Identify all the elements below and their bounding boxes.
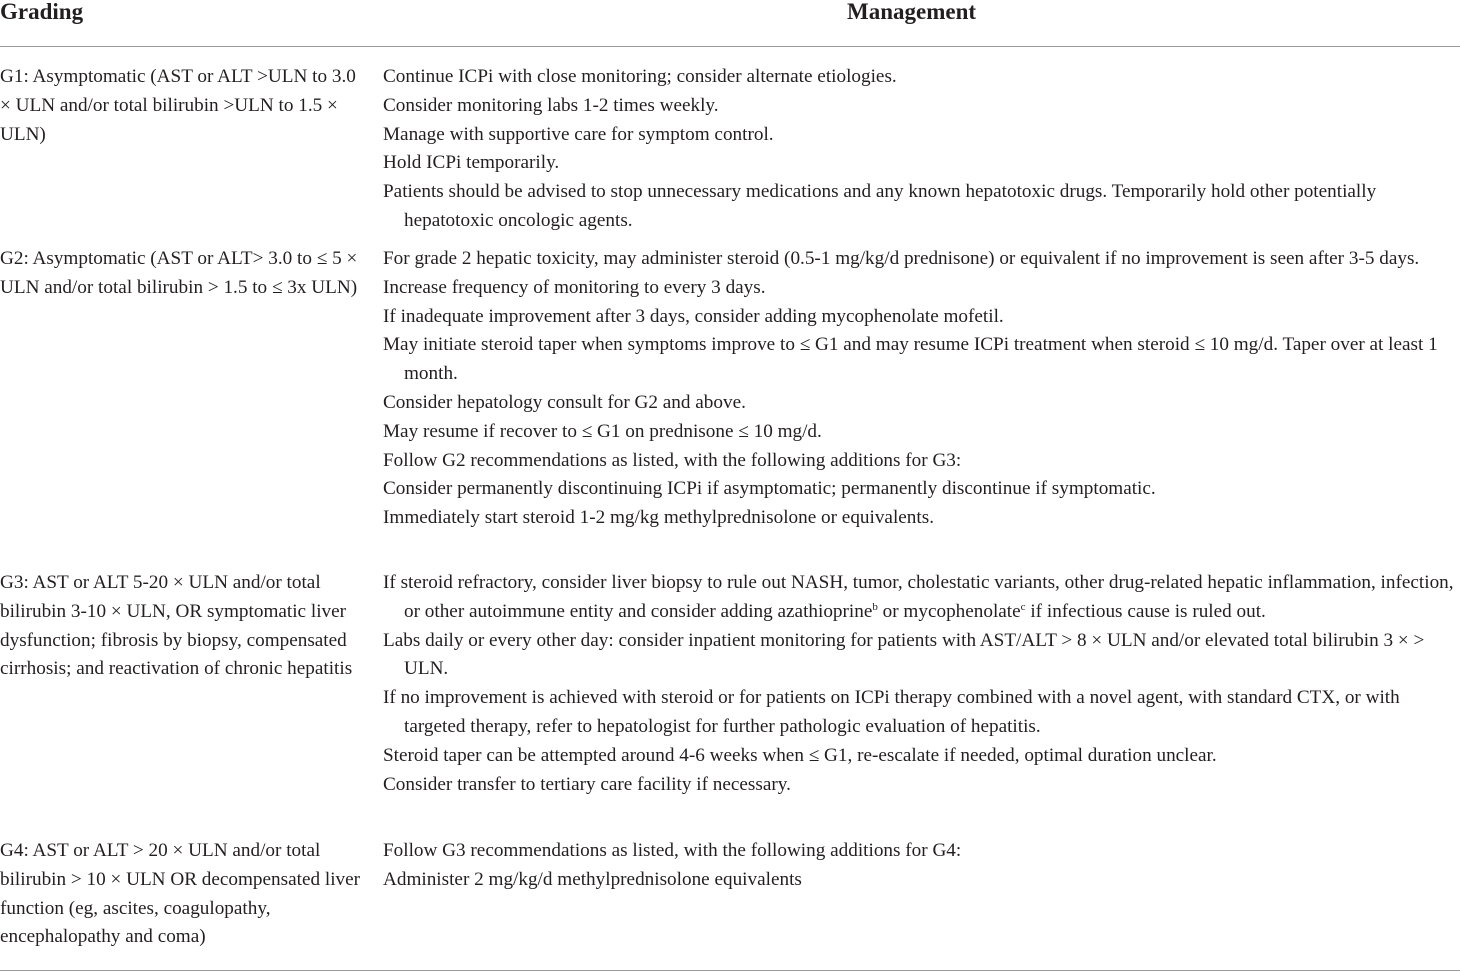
biopsy-text-part2: or mycophenolate xyxy=(877,600,1021,622)
management-item: Consider permanently discontinuing ICPi if asymptomatic; permanently discontinue if symptomatic. xyxy=(383,478,1156,500)
management-cell-g1 xyxy=(383,63,1459,236)
management-item: Administer 2 mg/kg/d methylprednisolone equivalents xyxy=(383,868,802,890)
management-item: Continue ICPi with close monitoring; consider alternate etiologies. xyxy=(383,66,897,87)
footnote-marker-b: b xyxy=(872,600,878,613)
management-cell-g4 xyxy=(383,837,1459,895)
management-item: Follow G3 recommendations as listed, with the following additions for G4: xyxy=(383,840,962,861)
table-bottom-rule xyxy=(0,970,1460,971)
management-item-biopsy xyxy=(383,569,1459,627)
footnote-marker-c: c xyxy=(1020,600,1026,613)
biopsy-text-part1: If steroid refractory, consider liver biopsy to rule out NASH, tumor, cholestatic variants, other drug-related hepatic inflammation, infection, or other autoimmune entity and consider adding azathioprine xyxy=(383,572,1454,622)
column-header-grading: Grading xyxy=(0,0,84,24)
grade-cell-g2: G2: Asymptomatic (AST or ALT> 3.0 to ≤ 5 × ULN and/or total bilirubin > 1.5 to ≤ 3x ULN) xyxy=(0,248,358,298)
management-item: Consider monitoring labs 1-2 times weekly. xyxy=(383,94,719,116)
management-cell-g2 xyxy=(383,245,1459,533)
management-item: Follow G2 recommendations as listed, with the following additions for G3: xyxy=(383,449,962,471)
grade-cell-g1: G1: Asymptomatic (AST or ALT >ULN to 3.0 × ULN and/or total bilirubin >ULN to 1.5 × ULN) xyxy=(0,66,356,145)
grade-cell-g4: G4: AST or ALT > 20 × ULN and/or total bilirubin > 10 × ULN OR decompensated liver function (eg, ascites, coagulopathy, encephalopathy and coma) xyxy=(0,840,361,948)
management-item: May resume if recover to ≤ G1 on prednisone ≤ 10 mg/d. xyxy=(383,420,822,442)
header-divider xyxy=(0,46,1460,47)
management-item: Manage with supportive care for symptom control. xyxy=(383,123,774,145)
management-item: Consider hepatology consult for G2 and above. xyxy=(383,391,746,413)
management-item: If inadequate improvement after 3 days, consider adding mycophenolate mofetil. xyxy=(383,305,1004,327)
management-cell-g3 xyxy=(383,569,1459,799)
management-item: Hold ICPi temporarily. xyxy=(383,152,560,174)
column-header-management: Management xyxy=(847,0,977,24)
management-item: If no improvement is achieved with steroid or for patients on ICPi therapy combined with a novel agent, with standard CTX, or with targeted therapy, refer to hepatologist for further pathologic evaluation of hepatitis. xyxy=(383,687,1400,737)
management-item: Patients should be advised to stop unnecessary medications and any known hepatotoxic drugs. Temporarily hold other potentially hepatotoxic oncologic agents. xyxy=(383,181,1377,231)
management-item: Labs daily or every other day: consider inpatient monitoring for patients with AST/ALT > 8 × ULN and/or elevated total bilirubin 3 × > ULN. xyxy=(383,629,1425,680)
management-item: Immediately start steroid 1-2 mg/kg methylprednisolone or equivalents. xyxy=(383,507,934,529)
management-item: May initiate steroid taper when symptoms improve to ≤ G1 and may resume ICPi treatment when steroid ≤ 10 mg/d. Taper over at least 1 month. xyxy=(383,334,1438,385)
management-item: For grade 2 hepatic toxicity, may administer steroid (0.5-1 mg/kg/d prednisone) or equivalent if no improvement is seen after 3-5 days. xyxy=(383,248,1420,269)
biopsy-text-part3: if infectious cause is ruled out. xyxy=(1025,600,1266,622)
management-item: Increase frequency of monitoring to every 3 days. xyxy=(383,276,766,298)
table-header xyxy=(0,0,1460,46)
grade-cell-g3: G3: AST or ALT 5-20 × ULN and/or total bilirubin 3-10 × ULN, OR symptomatic liver dysfunction; fibrosis by biopsy, compensated cirrhosis; and reactivation of chronic hepatitis xyxy=(0,572,353,680)
management-item: Consider transfer to tertiary care facility if necessary. xyxy=(383,773,791,795)
management-item: Steroid taper can be attempted around 4-6 weeks when ≤ G1, re-escalate if needed, optimal duration unclear. xyxy=(383,744,1217,766)
